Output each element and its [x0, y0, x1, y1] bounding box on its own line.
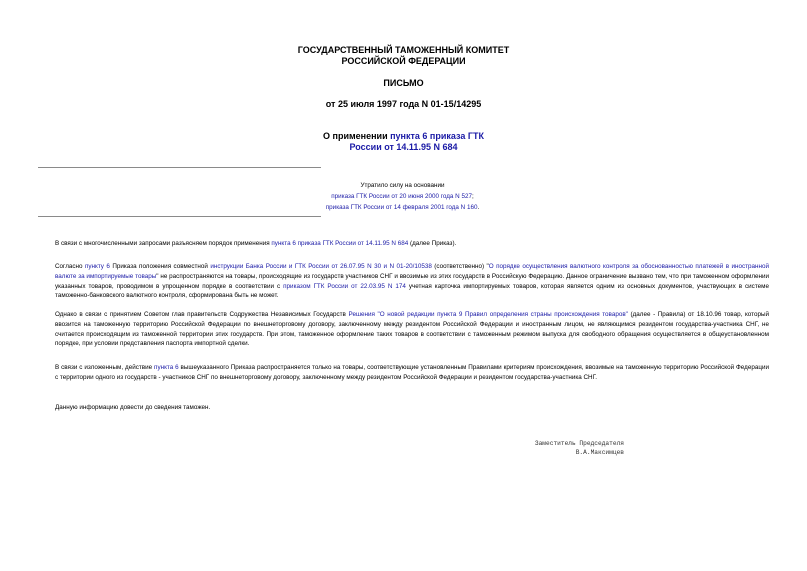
- p4-text-1: В связи с изложенным, действие: [55, 364, 155, 371]
- document-subject: [0, 131, 807, 153]
- signature-block: [470, 439, 624, 457]
- p2-text-1: Согласно: [55, 263, 85, 270]
- document-type: ПИСЬМО: [383, 78, 424, 88]
- signatory-name: В.А.Максимцев: [575, 449, 624, 456]
- subject-link-order-part-1[interactable]: пункта 6 приказа ГТК: [390, 131, 484, 141]
- paragraph-5: [38, 403, 769, 413]
- p2-text-2: Приказа положения совместной: [109, 263, 211, 270]
- status-note-separator: ;: [471, 193, 474, 200]
- p2-text-5: учетная карточка импортируемых товаров, которая является одним из основных документов, участвующих в системе таможенно-банковского валютного контроля, сформирована быть не может.: [55, 282, 769, 300]
- p1-text-2: (далее Приказ).: [408, 240, 457, 247]
- p1-text-1: В связи с многочисленными запросами разъясняем порядок применения: [55, 240, 272, 247]
- p3-text-1: Однако в связи с принятием Советом глав правительств Содружества Независимых Государств: [55, 311, 349, 318]
- p2-link-point-6[interactable]: пункту 6: [84, 263, 110, 270]
- status-note-end: .: [477, 204, 480, 211]
- paragraph-1: [38, 239, 769, 249]
- p3-text-2: (далее - Правила) от 18.10.96 товар, который ввозится на таможенную территорию Российской Федерации по внешнеторговому договору, заключенному между резидентом Российской Федерации и иностранным лицом, не являющимся резидентом государства-участника СНГ, не считается происходящим из таможенной территории этих государств. При этом, таможенное оформление таких товаров в соответствии с таможенным режимом выпуска для свободного обращения осуществляется в общеустановленном порядке, при условии представления паспорта импортной сделки.: [55, 311, 769, 348]
- p4-text-2: вышеуказанного Приказа распространяется только на товары, соответствующие установленным Правилами критериям происхождения, ввозимые на таможенную территорию Российской Федерации с территории одного из государств - участников СНГ по внешнеторговому договору, заключенному между резидентом Российской Федерации и резидентом государства-участника СНГ.: [55, 364, 769, 381]
- agency-title: [0, 45, 807, 67]
- repeal-order-link-1[interactable]: приказа ГТК России от 20 июня 2000 года N 527: [331, 193, 472, 200]
- paragraph-4: [38, 363, 769, 383]
- status-note-heading: Утратило силу на основании: [360, 182, 445, 189]
- paragraph-2: [38, 262, 769, 301]
- divider-bottom: [38, 216, 321, 217]
- p4-link-point-6[interactable]: пункта 6: [154, 364, 179, 371]
- status-note: [240, 180, 565, 213]
- repeal-order-link-2[interactable]: приказа ГТК России от 14 февраля 2001 года N 160: [325, 204, 478, 211]
- p2-link-currency-control[interactable]: О порядке осуществления валютного контроля за обоснованностью платежей в иностранной валюте за импортируемые товары: [55, 263, 770, 280]
- agency-line-2: РОССИЙСКОЙ ФЕДЕРАЦИИ: [341, 56, 466, 66]
- p5-text-1: Данную информацию довести до сведения таможен.: [55, 404, 211, 411]
- p2-link-instruction[interactable]: инструкции Банка России и ГТК России от 26.07.95 N 30 и N 01-20/10538: [210, 263, 432, 270]
- divider-top: [38, 167, 321, 168]
- signatory-position: Заместитель Председателя: [534, 440, 624, 447]
- subject-prefix: О применении: [323, 131, 391, 141]
- p1-link-order-684[interactable]: пункта 6 приказа ГТК России от 14.11.95 N 684: [271, 240, 409, 247]
- p3-link-cis-decision[interactable]: Решения "О новой редакции пункта 9 Правил определения страны происхождения товаров": [348, 311, 628, 318]
- paragraph-3: [38, 310, 769, 349]
- p2-text-4: " не распространяются на товары, происходящие из государств участников СНГ и ввозимые из этих государств в Российскую Федерацию. Данное ограничение вызвано тем, что при таможенном оформлении указанных товаров, проводимом в упрощенном порядке в соответствии с: [55, 272, 770, 290]
- agency-line-1: ГОСУДАРСТВЕННЫЙ ТАМОЖЕННЫЙ КОМИТЕТ: [297, 45, 510, 55]
- document-date: от 25 июля 1997 года N 01-15/14295: [325, 99, 482, 109]
- p2-text-3: (соответственно) ": [431, 263, 489, 270]
- subject-link-order-part-2[interactable]: России от 14.11.95 N 684: [349, 142, 458, 152]
- p2-link-order-174[interactable]: приказом ГТК России от 22.03.95 N 174: [283, 282, 406, 290]
